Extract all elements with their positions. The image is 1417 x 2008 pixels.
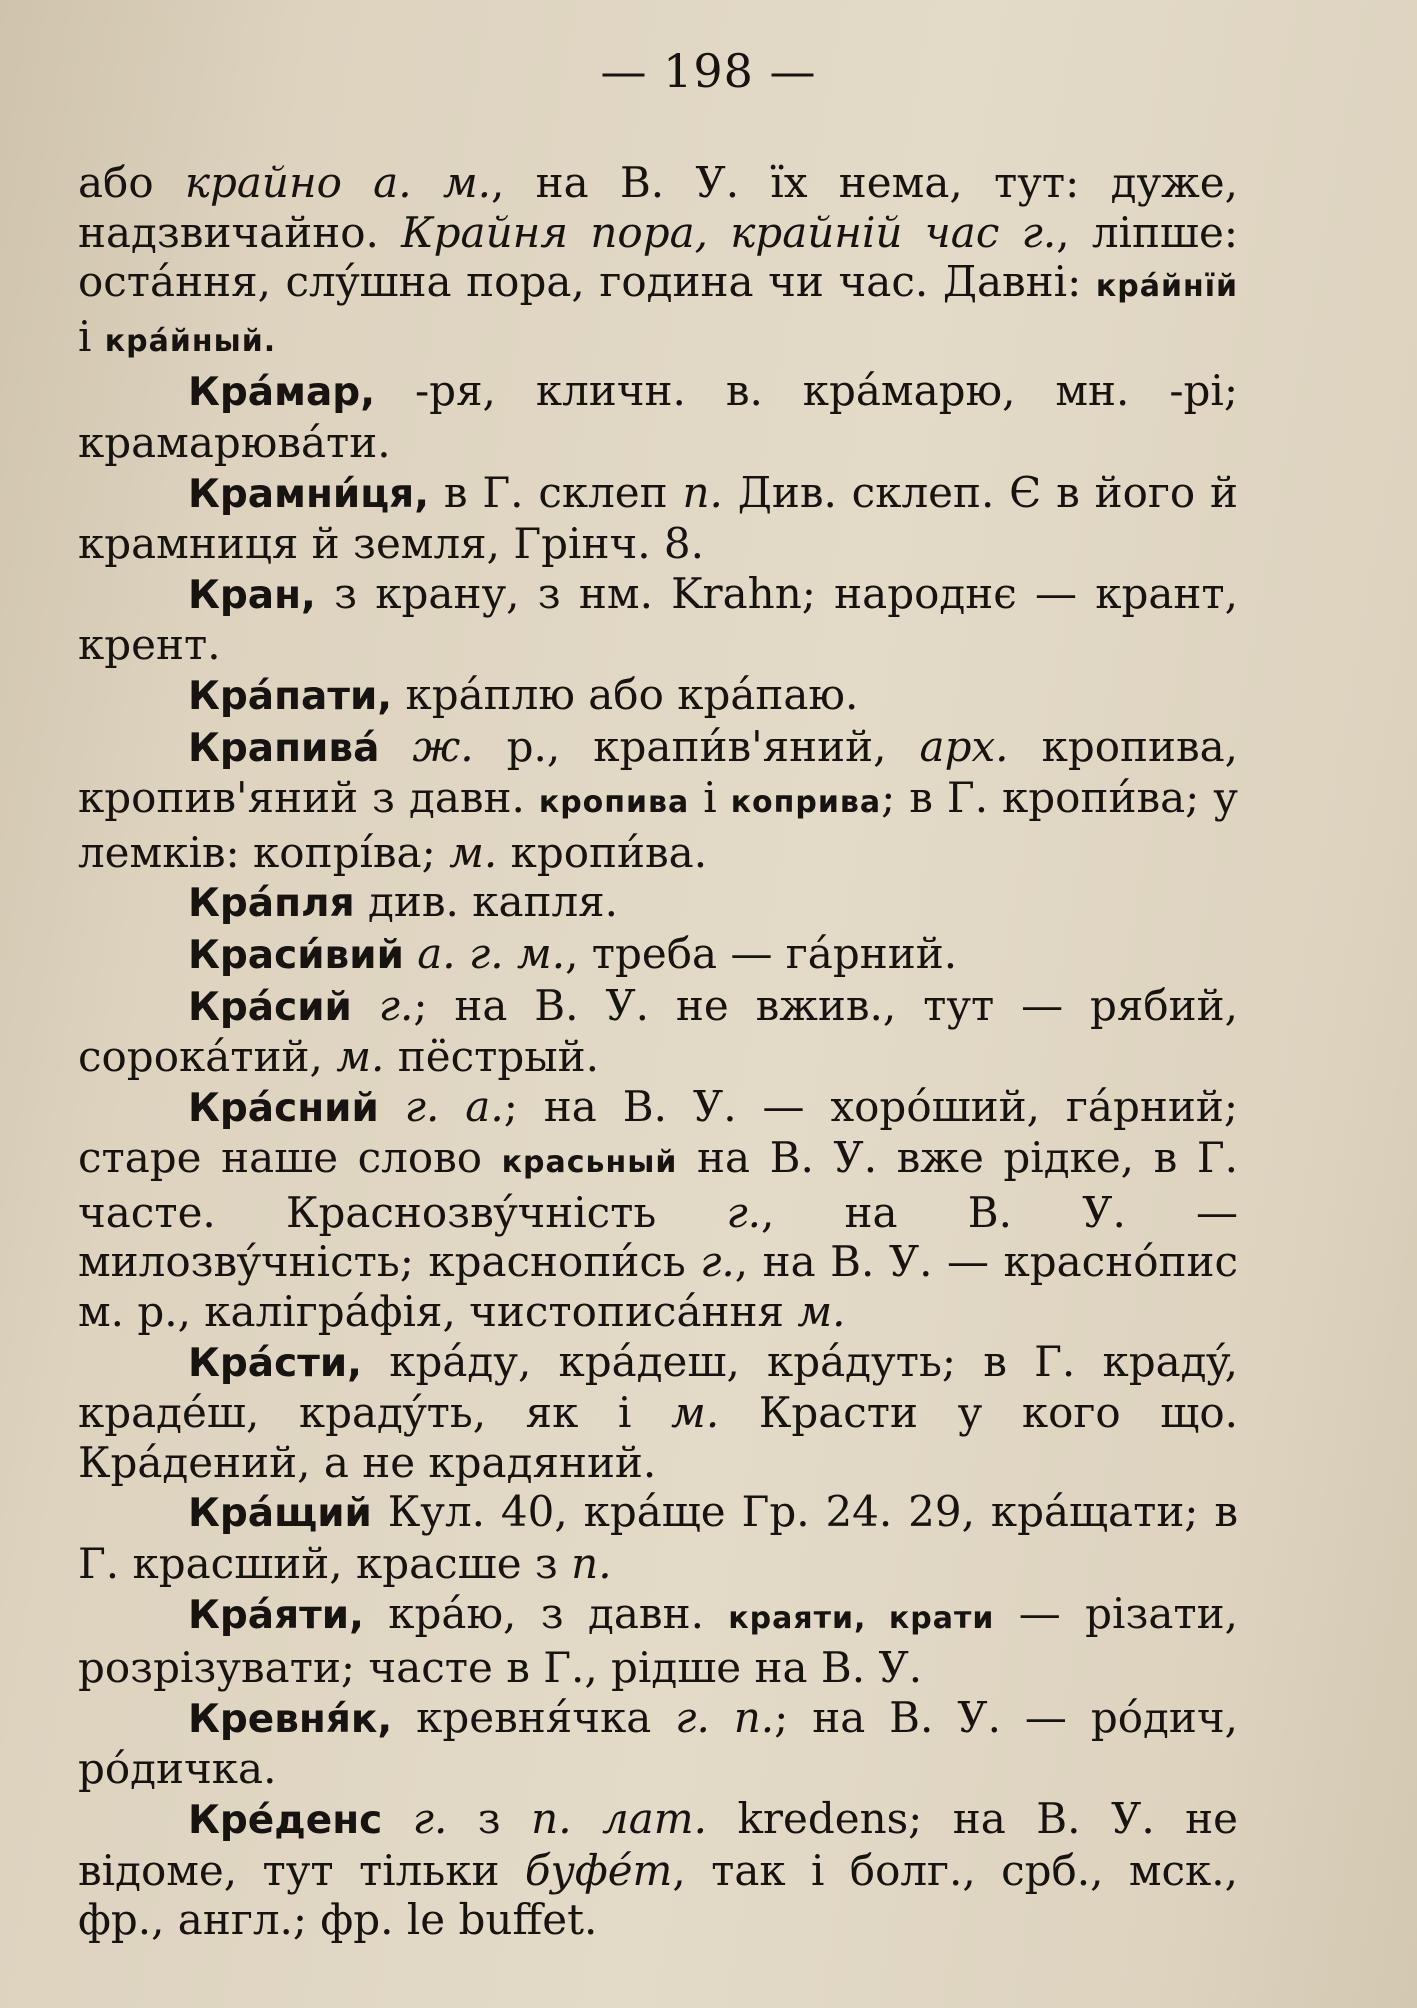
entry-text: ; на В. У. — хорóший, гáрний; старе наше слово [78,1081,1238,1183]
headword: Крáщий [188,1491,372,1537]
entry-text: kredens; на В. У. не відоме, тут тільки [78,1794,1238,1895]
entry-text: і [689,773,731,823]
italic-abbrev: п. [682,467,723,517]
entry-text: , на В. У. — краснóпис м. р., калігрáфія, чистописáння [78,1237,1238,1337]
headword: Крáяти, [188,1592,364,1638]
entry-text: Див. склеп. Є в його й крамниця й земля, Грінч. 8. [78,467,1238,569]
headword: Крáпля [188,881,355,927]
italic-abbrev: м. [671,1388,720,1438]
entry-text: з крану, з нм. Krahn; народнє — крант, крент. [78,568,1238,670]
italic-abbrev: г. п. [675,1692,775,1742]
entry-text [379,1082,405,1131]
entry-text: крáплю або крáпаю. [392,669,859,719]
page-number: — 198 — [600,44,817,98]
italic-abbrev: г. [700,1237,735,1287]
old-form: кропива [538,785,690,821]
entry-text: з [447,1794,532,1843]
italic-abbrev: ж. [412,721,474,771]
entry-text: крáю, з давн. [363,1588,729,1638]
entry-text: кропива, кропив'яний з давн. [78,721,1239,823]
italic-abbrev: крайно а. м. [184,158,492,207]
entry-text: ; на В. У. не вжив., тут — рябий, сорокáтий, [78,980,1238,1082]
italic-abbrev: г. [726,1187,762,1237]
dictionary-entry [78,1589,1238,1693]
dictionary-entry [78,1082,1238,1337]
old-form: краяти, крати [728,1600,995,1636]
entry-text: ; в Г. кропи́ва; у лемків: копрíва; [78,773,1238,877]
italic-abbrev: м. [336,1032,385,1082]
entry-text [382,1794,412,1843]
headword: Крамни́ця, [188,471,430,517]
dictionary-entry [78,722,1238,878]
entry-text: кревня́чка [392,1692,676,1742]
entry-text: , треба — гáрний. [565,928,958,978]
entry-text: і [78,311,105,361]
dictionary-entry [78,158,1238,366]
headword: Кревня́к, [188,1696,393,1742]
dictionary-entry [78,468,1238,569]
italic-abbrev: г. [378,980,414,1030]
italic-abbrev: арх. [919,721,1009,771]
italic-abbrev: буфéт [524,1845,673,1895]
entry-text: крáду, крáдеш, крáдуть; в Г. крадý, крадéш, крадýть, як і [78,1336,1238,1438]
entry-text: в Г. склеп [429,467,683,517]
entry-text [404,929,417,978]
italic-abbrev: м. [797,1287,846,1337]
entry-text: -ря, кличн. в. крáмарю, мн. -рі; крамарювáти. [78,366,1238,467]
italic-abbrev: Крайня пора, крайній час г. [401,207,1057,257]
entry-text: , ліпше: остáння, слýшна пора, година чи час. Давні: [78,207,1238,307]
dictionary-entry [78,569,1238,670]
entry-text [352,981,379,1030]
headword: Крáсий [188,984,352,1030]
dictionary-entry [78,1794,1238,1945]
dictionary-entry [78,929,1238,981]
dictionary-entry [78,877,1238,929]
old-form: коприва [730,785,882,821]
italic-abbrev: п. [571,1539,612,1589]
entry-text: на В. У. вже рідке, в Г. часте. Краснозвýчність [78,1133,1238,1237]
headword: Крéденс [188,1798,383,1843]
entry-text: , на В. У. — милозвýчність; краснопи́сь [78,1187,1239,1287]
dictionary-entry [78,366,1238,467]
old-form: крáйный. [104,323,277,359]
dictionary-text [78,158,1238,1945]
entry-text: р., крапи́в'яний, [473,721,920,771]
entry-text: або [78,158,185,207]
italic-abbrev: м. [449,827,498,877]
headword: Крáсний [188,1085,379,1131]
entry-text: див. капля. [354,877,619,927]
entry-text: Красти у кого що. Крáдений, а не крадяний. [78,1388,1238,1487]
entry-text: — різати, розрізувати; часте в Г., рідше на В. У. [78,1588,1238,1693]
headword: Кран, [188,572,316,618]
headword: Крáпати, [188,673,393,719]
headword: Крáсти, [188,1340,362,1386]
italic-abbrev: п. лат. [531,1794,707,1843]
dictionary-entry [78,981,1238,1082]
headword: Крапивá [188,725,380,771]
italic-abbrev: а. г. м. [417,928,566,978]
entry-text: , на В. У. їх нема, тут: дуже, надзвичайно. [78,158,1238,257]
entry-text: , так і болг., срб., мск., фр., англ.; фр. le buffet. [78,1845,1238,1945]
old-form: крáйнїй [1095,269,1238,305]
headword: Крáмар, [188,370,376,416]
headword: Краси́вий [188,932,404,978]
entry-text: ; на В. У. — рóдич, рóдичка. [78,1692,1238,1794]
italic-abbrev: г. [412,1794,448,1843]
entry-text [379,722,412,771]
dictionary-entry [78,1487,1238,1588]
entry-text: Кул. 40, крáще Гр. 24. 29, крáщати; в Г. красший, красше з [78,1487,1238,1589]
dictionary-entry [78,1337,1238,1488]
dictionary-entry [78,670,1238,722]
entry-text: кропи́ва. [497,827,708,877]
italic-abbrev: г. а. [404,1081,504,1131]
dictionary-entry [78,1693,1238,1794]
entry-text: пёстрый. [384,1032,600,1082]
old-form: красьный [501,1145,678,1181]
